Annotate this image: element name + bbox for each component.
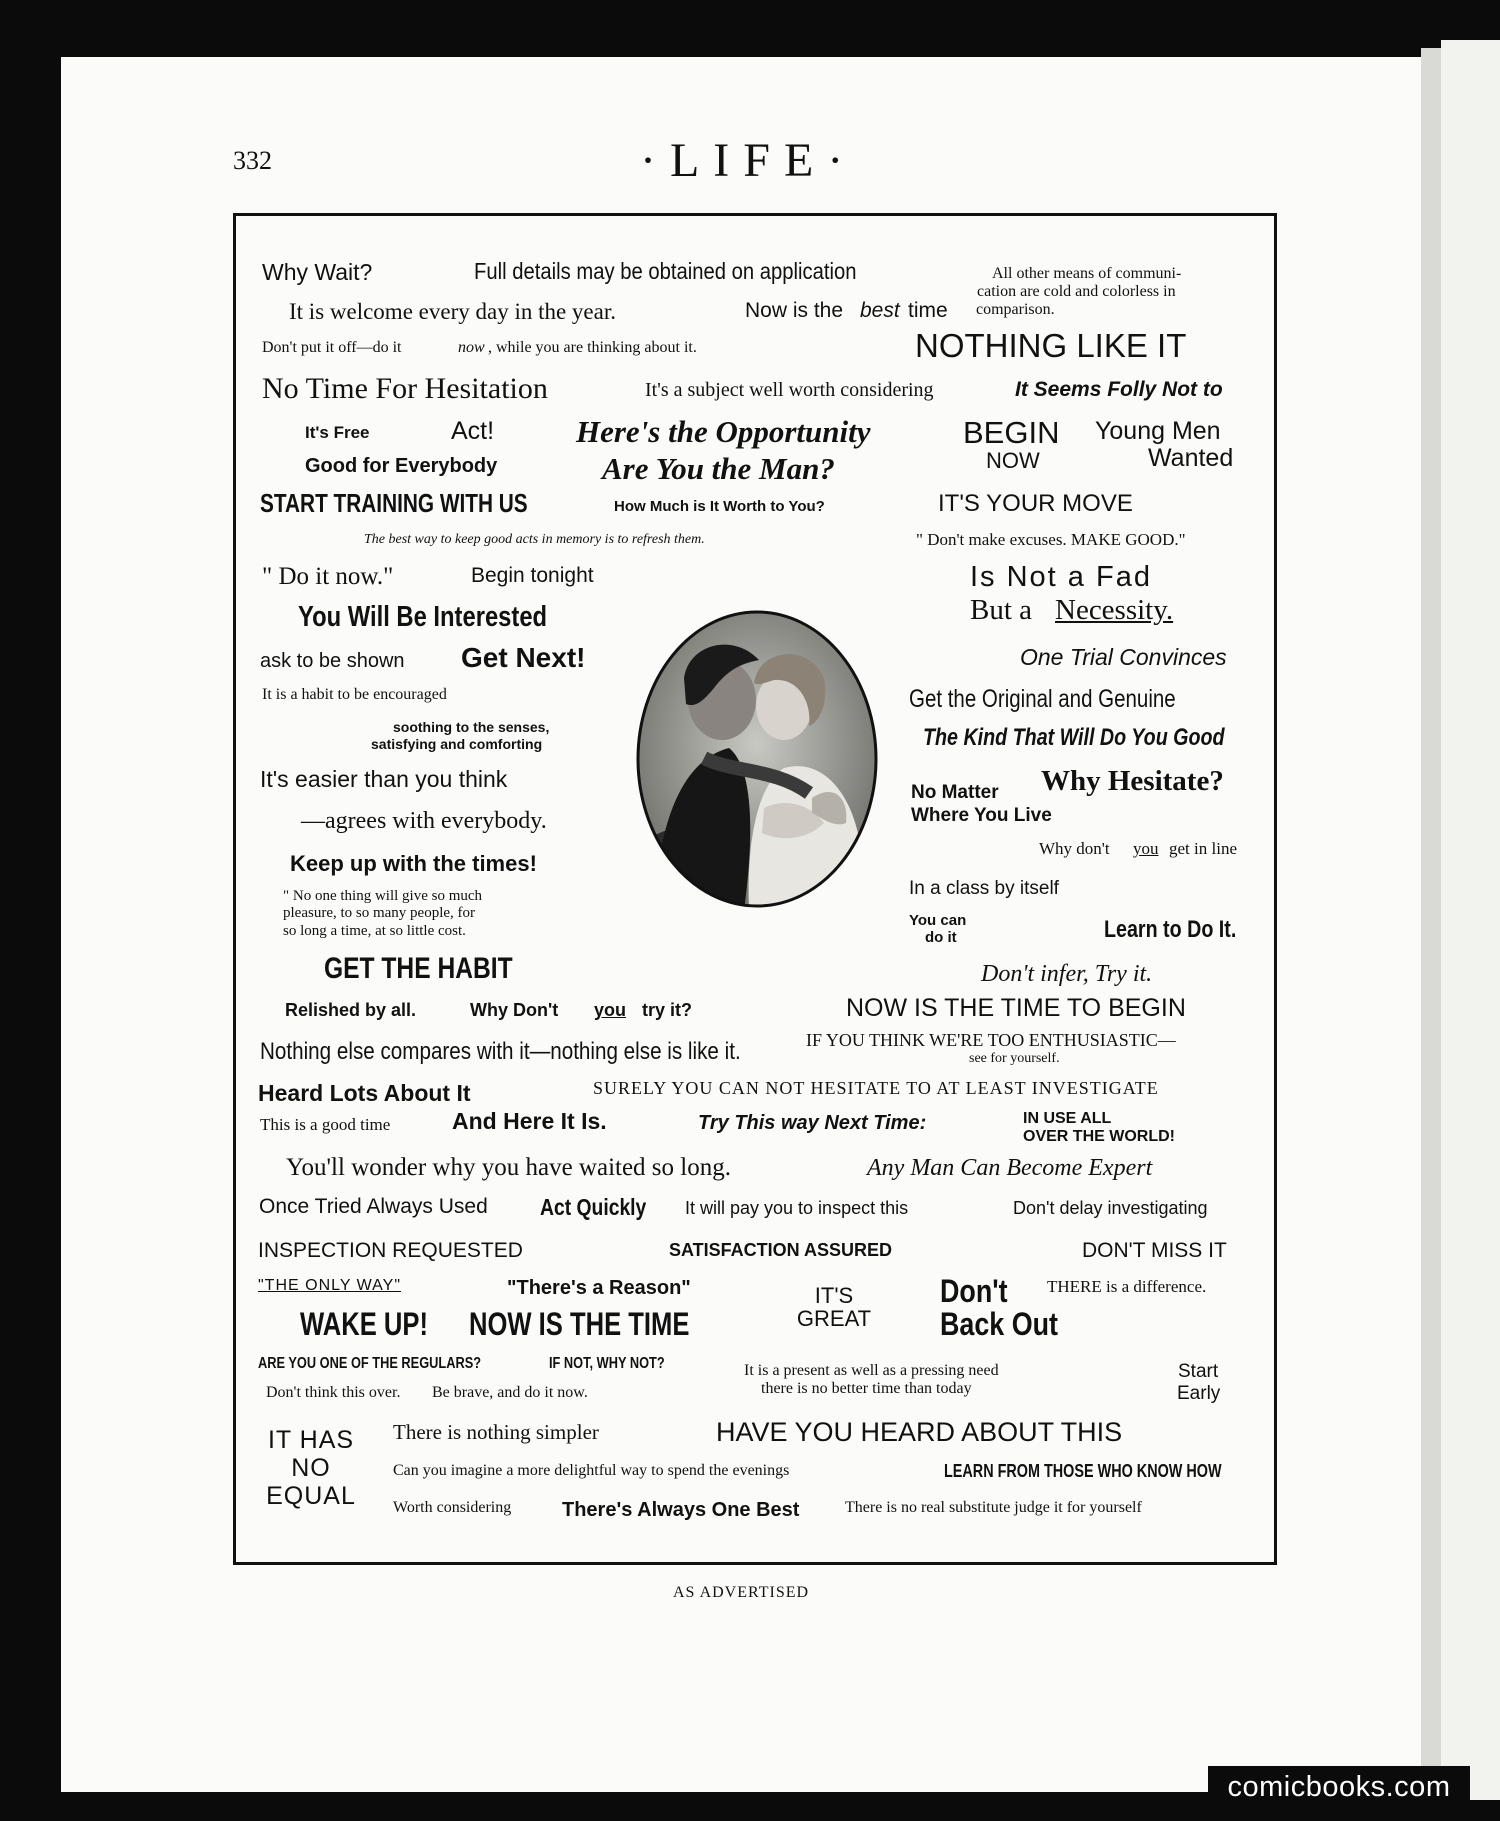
ad-line: Are You the Man? xyxy=(602,451,835,486)
ad-line: SURELY YOU CAN NOT HESITATE TO AT LEAST INVESTIGATE xyxy=(593,1078,1159,1098)
ad-line: GREAT xyxy=(796,1306,872,1331)
ad-line: IF YOU THINK WE'RE TOO ENTHUSIASTIC— xyxy=(806,1030,1176,1050)
ad-line: It's Free xyxy=(305,423,370,442)
page-gutter xyxy=(1421,48,1441,1792)
ad-line: , while you are thinking about it. xyxy=(488,339,697,356)
ad-line: But a xyxy=(970,594,1033,626)
ad-line: " Don't make excuses. MAKE GOOD." xyxy=(916,530,1186,549)
ad-line: NOTHING LIKE IT xyxy=(915,327,1187,364)
ad-line: " Do it now." xyxy=(262,563,394,590)
ad-line: Full details may be obtained on application xyxy=(474,258,857,284)
ad-line: This is a good time xyxy=(260,1115,391,1134)
ad-line: pleasure, to so many people, for xyxy=(283,905,476,921)
magazine-title: ·LIFE· xyxy=(640,134,858,187)
ad-line: NO xyxy=(291,1454,331,1482)
ad-line: It's easier than you think xyxy=(260,766,508,792)
ad-line: It is welcome every day in the year. xyxy=(289,299,616,324)
ad-line: There is no real substitute judge it for yourself xyxy=(845,1499,1142,1516)
ad-line: so long a time, at so little cost. xyxy=(283,923,466,939)
ad-line: Why Hesitate? xyxy=(1041,765,1224,797)
ad-line: you xyxy=(594,1000,627,1020)
ad-line: "There's a Reason" xyxy=(507,1277,691,1299)
ad-line: No Matter xyxy=(911,782,999,803)
ad-line: " No one thing will give so much xyxy=(283,888,483,904)
ad-line: One Trial Convinces xyxy=(1020,644,1227,670)
ad-line: Be brave, and do it now. xyxy=(432,1384,588,1401)
ad-line: Nothing else compares with it—nothing else is like it. xyxy=(260,1038,741,1065)
ad-line: Good for Everybody xyxy=(305,455,498,477)
ad-line: Where You Live xyxy=(911,805,1052,826)
site-watermark: comicbooks.com xyxy=(1208,1766,1470,1808)
ad-line: Don't xyxy=(940,1273,1008,1309)
ad-line: Early xyxy=(1177,1383,1221,1404)
ad-line: Don't think this over. xyxy=(266,1384,401,1401)
ad-line: IN USE ALL xyxy=(1023,1110,1112,1127)
ad-line: Back Out xyxy=(940,1306,1059,1342)
ad-line: NOW IS THE TIME TO BEGIN xyxy=(846,994,1186,1022)
ad-line: The Kind That Will Do You Good xyxy=(923,724,1225,751)
ad-line: Any Man Can Become Expert xyxy=(867,1155,1153,1181)
ad-line: It is a present as well as a pressing need xyxy=(744,1362,999,1379)
ad-line: NOW xyxy=(986,448,1040,473)
ad-line: LEARN FROM THOSE WHO KNOW HOW xyxy=(944,1461,1222,1481)
ad-line: Once Tried Always Used xyxy=(259,1195,488,1218)
ad-line: DON'T MISS IT xyxy=(1082,1239,1227,1262)
ad-line: You can xyxy=(909,912,967,929)
ad-line: There's Always One Best xyxy=(562,1499,800,1521)
ad-line: satisfying and comforting xyxy=(371,736,543,752)
page-number: 332 xyxy=(233,146,272,175)
ad-line: Relished by all. xyxy=(285,1000,417,1020)
ad-line: cation are cold and colorless in xyxy=(977,283,1176,300)
ad-line: HAVE YOU HEARD ABOUT THIS xyxy=(716,1417,1123,1447)
couple-illustration xyxy=(634,608,880,910)
ad-line: do it xyxy=(925,929,957,946)
ad-line: —agrees with everybody. xyxy=(301,808,547,834)
ad-line: best xyxy=(860,299,900,322)
ad-line: GET THE HABIT xyxy=(324,952,513,985)
ad-line: Now is the xyxy=(745,299,844,322)
ad-line: IT'S YOUR MOVE xyxy=(938,490,1133,517)
ad-line: Get Next! xyxy=(461,642,586,673)
ad-line: It will pay you to inspect this xyxy=(685,1198,909,1218)
ad-line: Act! xyxy=(451,417,495,445)
ad-line: No Time For Hesitation xyxy=(262,372,548,405)
ad-line: IF NOT, WHY NOT? xyxy=(549,1355,665,1372)
ad-line: OVER THE WORLD! xyxy=(1023,1128,1175,1145)
page-caption: AS ADVERTISED xyxy=(673,1584,810,1601)
ad-line: IT HAS xyxy=(267,1426,355,1454)
ad-line: comparison. xyxy=(976,301,1055,318)
ad-line: How Much is It Worth to You? xyxy=(614,498,825,515)
ad-line: BEGIN xyxy=(963,415,1060,450)
ad-line: Here's the Opportunity xyxy=(576,414,871,449)
ad-line: It's a subject well worth considering xyxy=(645,379,934,401)
ad-line: Don't put it off—do it xyxy=(262,339,402,356)
ad-line: Begin tonight xyxy=(471,564,594,587)
ad-line: It is a habit to be encouraged xyxy=(262,686,447,703)
ad-line: Don't delay investigating xyxy=(1013,1198,1208,1218)
ad-line: SATISFACTION ASSURED xyxy=(669,1240,893,1260)
ad-line: Act Quickly xyxy=(540,1194,647,1220)
ad-line: IT'S xyxy=(814,1283,854,1308)
ad-line: see for yourself. xyxy=(969,1051,1060,1066)
ad-line: now xyxy=(458,339,485,356)
ad-line: Young Men xyxy=(1095,417,1221,445)
ad-line: You Will Be Interested xyxy=(298,601,548,633)
ad-line: Start xyxy=(1178,1361,1219,1382)
ad-line: And Here It Is. xyxy=(452,1108,607,1134)
adjacent-page-edge xyxy=(1441,40,1500,1800)
ad-line: WAKE UP! xyxy=(300,1306,428,1342)
ad-line: Keep up with the times! xyxy=(290,851,537,876)
ad-line: All other means of communi- xyxy=(992,265,1182,282)
ad-line: It Seems Folly Not to xyxy=(1015,378,1223,401)
ad-line: there is no better time than today xyxy=(761,1380,972,1397)
ad-line: you xyxy=(1133,839,1159,858)
ad-line: get in line xyxy=(1169,839,1237,858)
ad-line: NOW IS THE TIME xyxy=(469,1306,690,1342)
ad-line: Is Not a Fad xyxy=(970,561,1152,593)
ad-line: Heard Lots About It xyxy=(258,1080,471,1106)
ad-line: There is nothing simpler xyxy=(393,1420,599,1444)
ad-line: Why don't xyxy=(1039,839,1110,858)
ad-line: Why Wait? xyxy=(262,259,373,285)
ad-line: Necessity. xyxy=(1055,594,1174,626)
ad-line: INSPECTION REQUESTED xyxy=(258,1239,523,1262)
ad-line: Get the Original and Genuine xyxy=(909,685,1176,713)
ad-line: Wanted xyxy=(1148,444,1234,472)
ad-line: try it? xyxy=(642,1000,693,1020)
ad-line: soothing to the senses, xyxy=(393,719,550,735)
ad-line: Learn to Do It. xyxy=(1104,916,1237,943)
ad-line: Try This way Next Time: xyxy=(698,1112,927,1134)
ad-line: "THE ONLY WAY" xyxy=(258,1277,402,1294)
ad-line: Don't infer, Try it. xyxy=(981,961,1153,987)
ad-line: Worth considering xyxy=(393,1499,512,1516)
ad-line: In a class by itself xyxy=(909,878,1059,899)
ad-line: The best way to keep good acts in memory is to refresh them. xyxy=(364,532,705,547)
ad-line: Why Don't xyxy=(470,1000,559,1020)
ad-line: EQUAL xyxy=(266,1482,356,1510)
ad-line: You'll wonder why you have waited so long. xyxy=(286,1154,731,1181)
ad-line: START TRAINING WITH US xyxy=(260,488,528,518)
ad-line: ask to be shown xyxy=(260,650,405,672)
ad-line: time xyxy=(908,299,948,322)
ad-line: ARE YOU ONE OF THE REGULARS? xyxy=(258,1355,482,1372)
ad-line: THERE is a difference. xyxy=(1047,1277,1207,1296)
ad-line: Can you imagine a more delightful way to spend the evenings xyxy=(393,1462,790,1479)
